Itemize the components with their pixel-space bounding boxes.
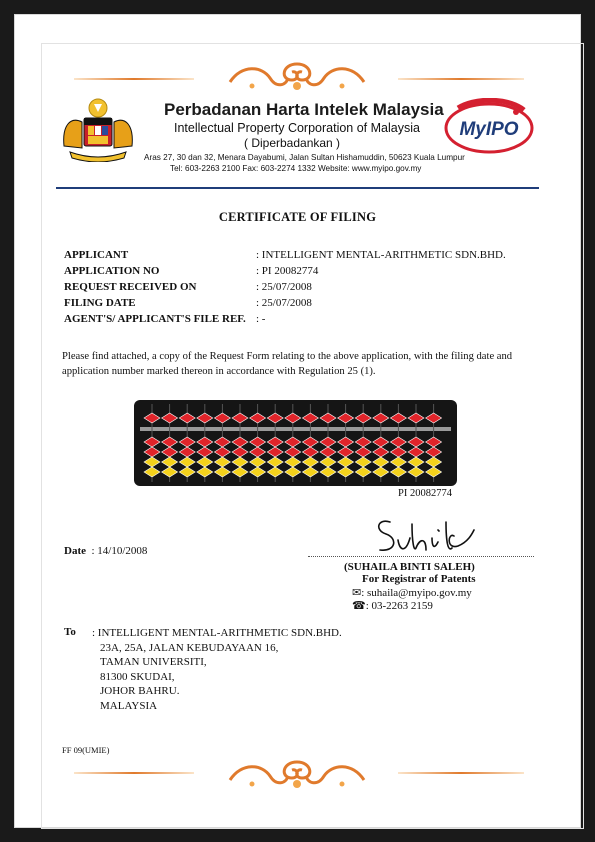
address-line: TAMAN UNIVERSITI, xyxy=(100,656,207,669)
date-row xyxy=(64,545,147,557)
field-file-ref xyxy=(64,313,265,325)
abacus-bead xyxy=(302,457,318,467)
address-line: : INTELLIGENT MENTAL-ARITHMETIC SDN.BHD. xyxy=(92,627,342,639)
abacus-bead xyxy=(355,447,371,457)
signer-email: : suhaila@myipo.gov.my xyxy=(361,587,472,599)
abacus-bead xyxy=(285,437,301,447)
abacus-bead xyxy=(373,447,389,457)
address-line: MALAYSIA xyxy=(100,699,158,712)
field-label: FILING DATE xyxy=(64,297,136,309)
abacus-bead xyxy=(267,413,283,423)
phone-icon: ☎ xyxy=(352,600,366,612)
abacus-bead xyxy=(214,447,230,457)
field-label: AGENT'S/ APPLICANT'S FILE REF. xyxy=(64,313,246,325)
abacus-bead xyxy=(408,467,424,477)
abacus-bead xyxy=(355,457,371,467)
myipo-logo-text: MyIPO xyxy=(459,119,519,140)
abacus-bead xyxy=(144,457,160,467)
abacus-bead xyxy=(285,467,301,477)
date-value: : 14/10/2008 xyxy=(91,545,148,557)
ornament-icon xyxy=(222,756,372,794)
abacus-bead xyxy=(426,447,442,457)
field-value: : 25/07/2008 xyxy=(256,297,312,309)
abacus-bead xyxy=(408,413,424,423)
abacus-bead xyxy=(338,457,354,467)
abacus-bead xyxy=(338,413,354,423)
certificate-title: CERTIFICATE OF FILING xyxy=(218,210,377,224)
abacus-bead xyxy=(320,413,336,423)
abacus-bead xyxy=(390,457,406,467)
form-code: FF 09(UMIE) xyxy=(62,745,110,755)
org-contact: Tel: 603-2263 2100 Fax: 603-2274 1332 Website: www.myipo.gov.my xyxy=(170,164,422,173)
abacus-bead xyxy=(320,457,336,467)
abacus-bead xyxy=(302,447,318,457)
field-label: REQUEST RECEIVED ON xyxy=(64,281,197,293)
abacus-bead xyxy=(355,437,371,447)
abacus-bead xyxy=(250,437,266,447)
abacus-bead xyxy=(162,457,178,467)
abacus-bead xyxy=(285,457,301,467)
ornament-icon xyxy=(222,58,372,96)
field-value: : 25/07/2008 xyxy=(256,281,312,293)
header-rule xyxy=(56,187,539,189)
abacus-bead xyxy=(390,413,406,423)
abacus-bead xyxy=(355,413,371,423)
date-label: Date xyxy=(64,545,86,557)
coat-of-arms-icon xyxy=(60,96,136,162)
field-label: APPLICANT xyxy=(64,249,129,261)
abacus-bead xyxy=(179,447,195,457)
body-paragraph: Please find attached, a copy of the Request Form relating to the above application, with the filing date and application number marked thereon in accordance with Regulation 25 (1). xyxy=(62,351,513,377)
field-value: : INTELLIGENT MENTAL-ARITHMETIC SDN.BHD. xyxy=(256,249,506,261)
signer-phone-row xyxy=(352,599,433,612)
abacus-bead xyxy=(162,413,178,423)
abacus-bead xyxy=(373,413,389,423)
abacus-bead xyxy=(197,467,213,477)
abacus-image xyxy=(134,400,457,486)
address-line: 81300 SKUDAI, xyxy=(100,670,175,683)
abacus-bead xyxy=(426,413,442,423)
abacus-bead xyxy=(285,413,301,423)
abacus-bead xyxy=(197,437,213,447)
abacus-bead xyxy=(250,413,266,423)
abacus-bead xyxy=(302,437,318,447)
abacus-bead xyxy=(197,447,213,457)
field-value: : PI 20082774 xyxy=(256,265,319,277)
abacus-bead xyxy=(214,413,230,423)
image-caption: PI 20082774 xyxy=(398,488,452,499)
abacus-bead xyxy=(162,447,178,457)
field-filing-date xyxy=(64,297,312,309)
letterhead xyxy=(60,94,540,174)
abacus-bead xyxy=(302,413,318,423)
field-label: APPLICATION NO xyxy=(64,265,160,277)
abacus-bead xyxy=(179,413,195,423)
field-application-no xyxy=(64,265,318,277)
abacus-bead xyxy=(408,437,424,447)
abacus-drawing xyxy=(134,400,457,486)
abacus-bead xyxy=(214,457,230,467)
abacus-bead xyxy=(320,467,336,477)
field-value: : - xyxy=(256,313,266,325)
abacus-bead xyxy=(373,457,389,467)
abacus-bead xyxy=(232,413,248,423)
signature-line xyxy=(308,556,534,557)
email-icon: ✉ xyxy=(352,587,362,599)
abacus-bead xyxy=(179,467,195,477)
org-name: Perbadanan Harta Intelek Malaysia xyxy=(164,100,444,119)
abacus-bead xyxy=(214,437,230,447)
ornament-line-right xyxy=(398,78,524,80)
abacus-bead xyxy=(144,447,160,457)
signer-email-row xyxy=(352,586,472,599)
abacus-bead xyxy=(162,437,178,447)
address-line: 23A, 25A, JALAN KEBUDAYAAN 16, xyxy=(100,641,279,654)
signer-name: (SUHAILA BINTI SALEH) xyxy=(344,561,475,573)
abacus-bead xyxy=(250,457,266,467)
abacus-bead xyxy=(179,457,195,467)
abacus-bead xyxy=(197,457,213,467)
signer-role: For Registrar of Patents xyxy=(362,573,476,585)
abacus-bead xyxy=(320,437,336,447)
abacus-bead xyxy=(390,467,406,477)
abacus-bead xyxy=(232,447,248,457)
abacus-bead xyxy=(373,437,389,447)
address-line: JOHOR BAHRU. xyxy=(100,685,180,698)
abacus-bead xyxy=(267,437,283,447)
abacus-bead xyxy=(338,447,354,457)
abacus-bead xyxy=(232,467,248,477)
abacus-bead xyxy=(197,413,213,423)
org-address: Aras 27, 30 dan 32, Menara Dayabumi, Jalan Sultan Hishamuddin, 50623 Kuala Lumpur xyxy=(144,153,465,162)
abacus-bead xyxy=(408,447,424,457)
abacus-bead xyxy=(179,437,195,447)
org-name-english: Intellectual Property Corporation of Malaysia xyxy=(174,121,420,135)
abacus-bead xyxy=(302,467,318,477)
abacus-bead xyxy=(338,467,354,477)
abacus-bead xyxy=(408,457,424,467)
abacus-bead xyxy=(250,467,266,477)
myipo-logo-icon xyxy=(444,98,534,156)
abacus-bead xyxy=(267,447,283,457)
abacus-bead xyxy=(267,467,283,477)
ornament-line-left xyxy=(74,78,194,80)
abacus-bead xyxy=(232,457,248,467)
abacus-bead xyxy=(338,437,354,447)
abacus-bead xyxy=(267,457,283,467)
abacus-bead xyxy=(144,467,160,477)
abacus-bead xyxy=(214,467,230,477)
abacus-bead xyxy=(426,457,442,467)
abacus-bead xyxy=(373,467,389,477)
abacus-bead xyxy=(426,437,442,447)
field-applicant xyxy=(64,249,506,261)
field-request-received xyxy=(64,281,312,293)
abacus-bead xyxy=(232,437,248,447)
recipient-address xyxy=(92,626,342,714)
abacus-bead xyxy=(285,447,301,457)
abacus-bead xyxy=(144,413,160,423)
abacus-bead xyxy=(390,437,406,447)
signer-phone: : 03-2263 2159 xyxy=(365,600,433,612)
recipient-label: To xyxy=(64,626,76,638)
abacus-bead xyxy=(144,437,160,447)
abacus-bar xyxy=(140,427,451,431)
org-status: ( Diperbadankan ) xyxy=(244,136,341,150)
signature-image xyxy=(368,512,480,560)
abacus-bead xyxy=(250,447,266,457)
abacus-bead xyxy=(320,447,336,457)
abacus-bead xyxy=(162,467,178,477)
abacus-bead xyxy=(426,467,442,477)
abacus-bead xyxy=(355,467,371,477)
ornament-line-right xyxy=(398,772,524,774)
abacus-bead xyxy=(390,447,406,457)
ornament-line-left xyxy=(74,772,194,774)
